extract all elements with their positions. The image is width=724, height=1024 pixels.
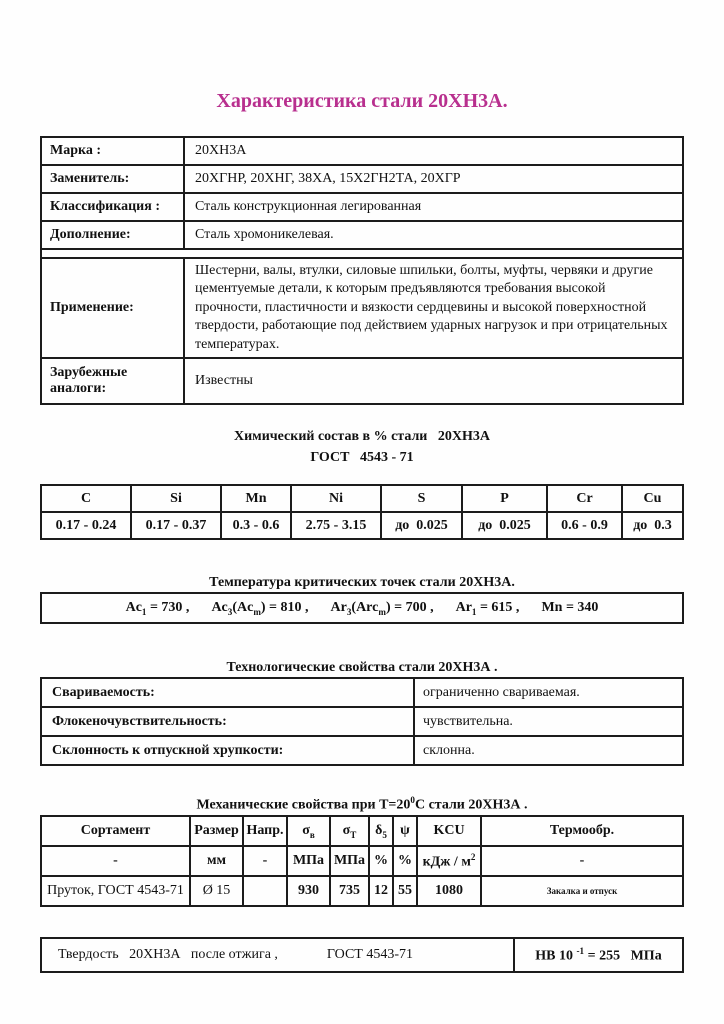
critical-point-ac3: $Ac_3(Ac_m) = 810$ ,	[211, 599, 309, 617]
mech-header-row	[41, 816, 683, 846]
mech-unit-sortament: -	[41, 846, 190, 876]
info-label-zamenitel: Заменитель:	[41, 165, 184, 193]
mech-value-napr	[243, 876, 287, 906]
table-row	[41, 221, 683, 249]
mech-unit-sigma-v: МПа	[287, 846, 330, 876]
info-value-analogi: Известны	[184, 358, 683, 404]
mech-unit-sigma-t: МПа	[330, 846, 369, 876]
tech-label-hrupkost: Склонность к отпускной хрупкости:	[41, 736, 414, 765]
tech-value-svarivaemost: ограниченно свариваемая.	[414, 678, 683, 707]
info-label-analogi: Зарубежные аналоги:	[41, 358, 184, 404]
page-title: Характеристика стали 20ХН3А.	[216, 90, 508, 112]
mech-unit-napr: -	[243, 846, 287, 876]
mech-header-sigma-t: $\sigma_Т$	[330, 816, 369, 846]
mech-header-psi: ψ	[393, 816, 417, 846]
mech-header-razmer: Размер	[190, 816, 243, 846]
mech-properties-table	[40, 815, 684, 907]
mech-header-sortament: Сортамент	[41, 816, 190, 846]
table-row	[41, 678, 683, 707]
tech-label-svarivaemost: Свариваемость:	[41, 678, 414, 707]
mech-header-kcu: KCU	[417, 816, 481, 846]
chemical-section-title: Химический состав в % стали 20ХН3А	[234, 429, 490, 444]
chem-header-ni: Ni	[291, 485, 381, 512]
chem-header-cr: Cr	[547, 485, 622, 512]
mech-properties-title: Механические свойства при $Т=20^0С$ стали 20ХН3А .	[196, 795, 528, 813]
mech-units-row	[41, 846, 683, 876]
mech-value-delta5: 12	[369, 876, 393, 906]
info-label-dopolnenie: Дополнение:	[41, 221, 184, 249]
mech-value-sortament: Пруток, ГОСТ 4543-71	[41, 876, 190, 906]
chem-value-row	[41, 512, 683, 539]
chemical-gost-subtitle: ГОСТ 4543 - 71	[310, 450, 414, 465]
chem-value-s: до 0.025	[381, 512, 462, 539]
table-row	[41, 258, 683, 358]
chem-value-cu: до 0.3	[622, 512, 683, 539]
tech-properties-table	[40, 677, 684, 766]
info-label-primenenie: Применение:	[41, 258, 184, 358]
tech-properties-title: Технологические свойства стали 20ХН3А .	[226, 660, 498, 675]
mech-values-row	[41, 876, 683, 906]
chem-value-cr: 0.6 - 0.9	[547, 512, 622, 539]
chem-header-mn: Mn	[221, 485, 291, 512]
info-label-klassifikaciya: Классификация :	[41, 193, 184, 221]
hardness-row	[41, 938, 683, 972]
tech-value-floken: чувствительна.	[414, 707, 683, 736]
tech-value-hrupkost: склонна.	[414, 736, 683, 765]
chem-header-cu: Cu	[622, 485, 683, 512]
critical-points-table	[40, 592, 684, 624]
critical-point-ar1: $Ar_1 = 615$ ,	[455, 599, 520, 617]
hardness-value: НВ 10 $^{-1}$ = 255 МПа	[514, 938, 683, 972]
tech-label-floken: Флокеночувствительность:	[41, 707, 414, 736]
chem-value-si: 0.17 - 0.37	[131, 512, 221, 539]
info-value-marka: 20ХН3А	[184, 137, 683, 165]
chem-value-ni: 2.75 - 3.15	[291, 512, 381, 539]
chem-header-s: S	[381, 485, 462, 512]
chem-value-p: до 0.025	[462, 512, 547, 539]
table-row	[41, 736, 683, 765]
mech-header-delta5: $\delta_5$	[369, 816, 393, 846]
table-row	[41, 707, 683, 736]
info-value-dopolnenie: Сталь хромоникелевая.	[184, 221, 683, 249]
mech-header-termoobr: Термообр.	[481, 816, 683, 846]
hardness-description: Твердость 20ХН3А после отжига , ГОСТ 4543-71	[41, 938, 514, 972]
chem-header-row	[41, 485, 683, 512]
mech-unit-delta5: %	[369, 846, 393, 876]
chem-header-c: C	[41, 485, 131, 512]
critical-points-cell	[41, 593, 683, 623]
mech-value-razmer: Ø 15	[190, 876, 243, 906]
mech-value-termoobr: Закалка и отпуск	[481, 876, 683, 906]
chem-value-mn: 0.3 - 0.6	[221, 512, 291, 539]
info-value-primenenie: Шестерни, валы, втулки, силовые шпильки, болты, муфты, червяки и другие цементуемые детали, к которым предъявляются требования высокой прочности, пластичности и вязкости сердцевины и высокой поверхностной твердости, работающие под действием ударных нагрузок и при отрицательных температурах.	[184, 258, 683, 358]
mech-unit-kcu: кДж / $м^2$	[417, 846, 481, 876]
info-label-marka: Марка :	[41, 137, 184, 165]
mech-unit-psi: %	[393, 846, 417, 876]
table-row	[41, 193, 683, 221]
chemical-composition-table	[40, 484, 684, 540]
mech-value-kcu: 1080	[417, 876, 481, 906]
chem-header-si: Si	[131, 485, 221, 512]
chem-value-c: 0.17 - 0.24	[41, 512, 131, 539]
critical-point-ar3: $Ar_3(Arc_m) = 700$ ,	[330, 599, 434, 617]
critical-point-mn: Mn = 340	[541, 599, 599, 615]
hardness-table	[40, 937, 684, 973]
mech-value-psi: 55	[393, 876, 417, 906]
spacer-cell	[41, 249, 683, 258]
mech-header-napr: Напр.	[243, 816, 287, 846]
critical-points-title: Температура критических точек стали 20ХН3А.	[209, 575, 515, 590]
mech-value-sigma-t: 735	[330, 876, 369, 906]
info-value-klassifikaciya: Сталь конструкционная легированная	[184, 193, 683, 221]
mech-unit-razmer: мм	[190, 846, 243, 876]
critical-points-row	[41, 593, 683, 623]
table-row	[41, 165, 683, 193]
spacer-row	[41, 249, 683, 258]
critical-point-ac1: $Ac_1 = 730$ ,	[125, 599, 190, 617]
mech-unit-termoobr: -	[481, 846, 683, 876]
mech-header-sigma-v: $\sigma_в$	[287, 816, 330, 846]
mech-value-sigma-v: 930	[287, 876, 330, 906]
info-value-zamenitel: 20ХГНР, 20ХНГ, 38ХА, 15Х2ГН2ТА, 20ХГР	[184, 165, 683, 193]
chem-header-p: P	[462, 485, 547, 512]
table-row	[41, 137, 683, 165]
table-row	[41, 358, 683, 404]
steel-info-table	[40, 136, 684, 405]
